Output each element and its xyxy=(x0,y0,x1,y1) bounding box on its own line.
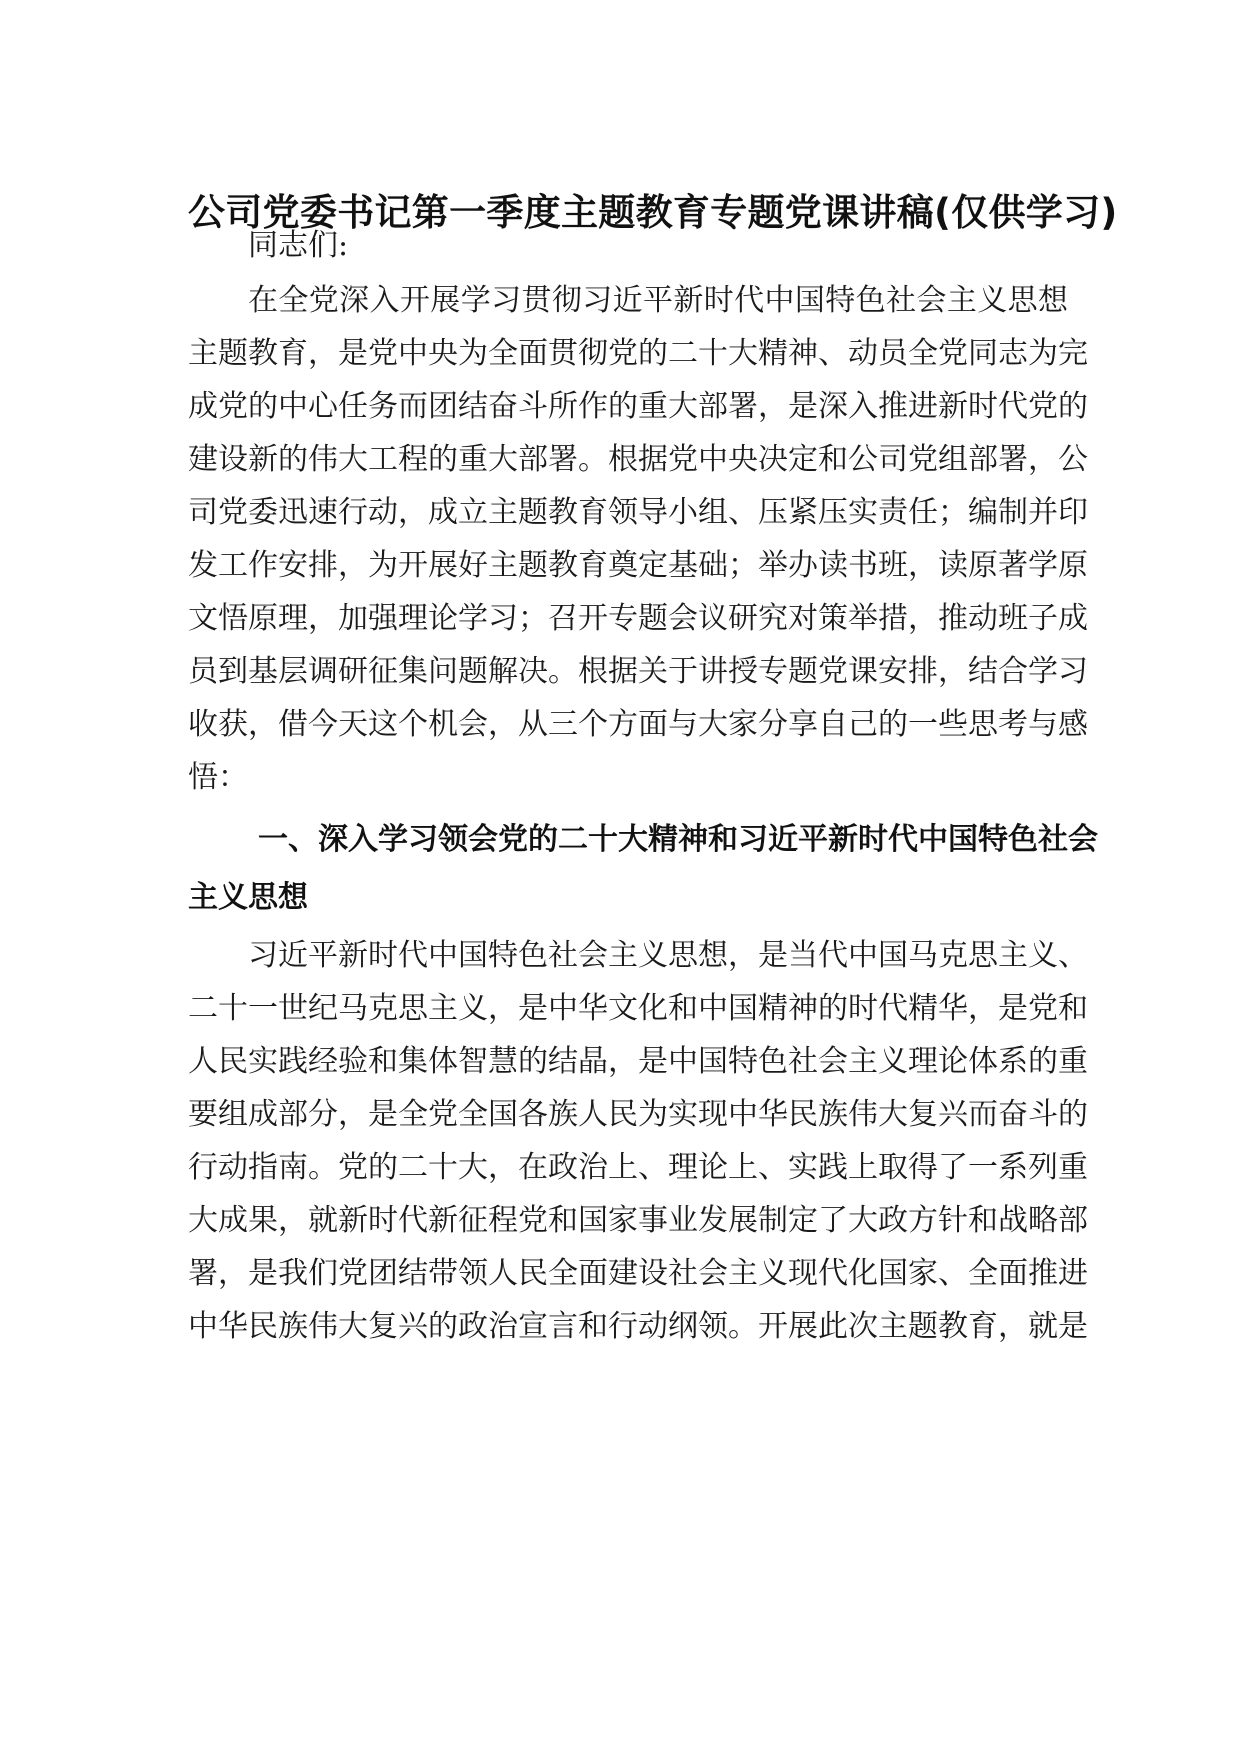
document-title: 公司党委书记第一季度主题教育专题党课讲稿(仅供学习) xyxy=(188,191,1118,234)
intro-line: 收获，借今天这个机会，从三个方面与大家分享自己的一些思考与感 xyxy=(188,707,1088,742)
section-body-line: 行动指南。党的二十大，在政治上、理论上、实践上取得了一系列重 xyxy=(188,1150,1088,1185)
section-body-line: 中华民族伟大复兴的政治宣言和行动纲领。开展此次主题教育，就是 xyxy=(188,1309,1088,1344)
section-body-line: 二十一世纪马克思主义，是中华文化和中国精神的时代精华，是党和 xyxy=(188,991,1088,1026)
section-heading: 一、深入学习领会党的二十大精神和习近平新时代中国特色社会 xyxy=(258,822,1098,857)
section-body-line: 大成果，就新时代新征程党和国家事业发展制定了大政方针和战略部 xyxy=(188,1203,1088,1238)
section-body-line: 人民实践经验和集体智慧的结晶，是中国特色社会主义理论体系的重 xyxy=(188,1044,1088,1079)
section-body-line: 署，是我们党团结带领人民全面建设社会主义现代化国家、全面推进 xyxy=(188,1256,1088,1291)
intro-line: 主题教育，是党中央为全面贯彻党的二十大精神、动员全党同志为完 xyxy=(188,336,1088,371)
salutation: 同志们: xyxy=(248,228,349,263)
section-heading: 主义思想 xyxy=(188,880,308,915)
intro-line: 在全党深入开展学习贯彻习近平新时代中国特色社会主义思想 xyxy=(248,283,1068,318)
intro-line: 文悟原理，加强理论学习；召开专题会议研究对策举措，推动班子成 xyxy=(188,601,1088,636)
intro-line: 发工作安排，为开展好主题教育奠定基础；举办读书班，读原著学原 xyxy=(188,548,1088,583)
intro-line: 司党委迅速行动，成立主题教育领导小组、压紧压实责任；编制并印 xyxy=(188,495,1088,530)
intro-line: 员到基层调研征集问题解决。根据关于讲授专题党课安排，结合学习 xyxy=(188,654,1088,689)
intro-line: 建设新的伟大工程的重大部署。根据党中央决定和公司党组部署，公 xyxy=(188,442,1088,477)
intro-line: 成党的中心任务而团结奋斗所作的重大部署，是深入推进新时代党的 xyxy=(188,389,1088,424)
section-body-line: 要组成部分，是全党全国各族人民为实现中华民族伟大复兴而奋斗的 xyxy=(188,1097,1088,1132)
section-body-line: 习近平新时代中国特色社会主义思想，是当代中国马克思主义、 xyxy=(248,938,1088,973)
intro-line: 悟： xyxy=(188,760,248,795)
